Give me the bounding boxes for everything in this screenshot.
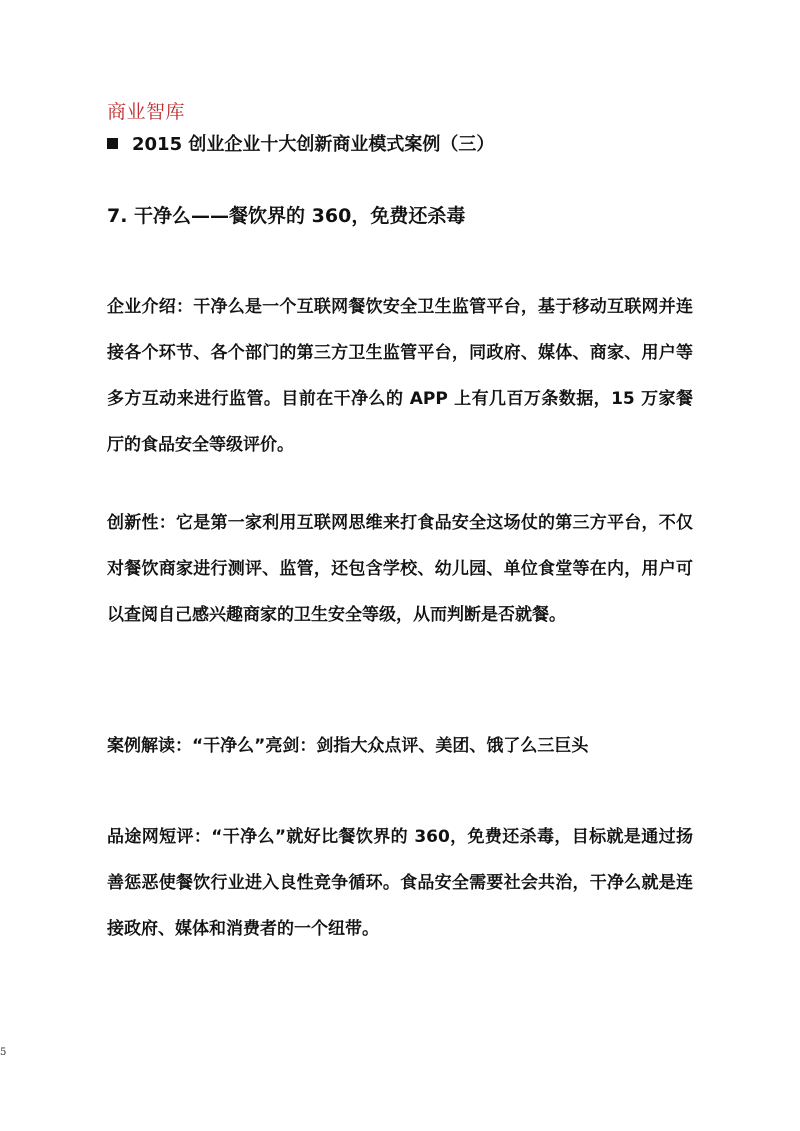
series-heading — [107, 130, 494, 156]
square-bullet-icon — [107, 138, 118, 149]
paragraph-company-intro: 企业介绍：干净么是一个互联网餐饮安全卫生监管平台，基于移动互联网并连接各个环节、各个部门的第三方卫生监管平台，同政府、媒体、商家、用户等多方互动来进行监管。目前在干净么的 APP 上有几百万条数据，15 万家餐厅的食品安全等级评价。 — [107, 297, 693, 455]
page-number: 5 — [0, 1047, 7, 1058]
case-title: 7. 干净么——餐饮界的 360，免费还杀毒 — [107, 205, 466, 227]
series-title: 2015 创业企业十大创新商业模式案例（三） — [132, 134, 495, 155]
paragraph-short-review: 品途网短评：“干净么”就好比餐饮界的 360，免费还杀毒，目标就是通过扬善惩恶使餐饮行业进入良性竞争循环。食品安全需要社会共治，干净么就是连接政府、媒体和消费者的一个纽带。 — [107, 827, 693, 939]
paragraph-case-analysis: 案例解读：“干净么”亮剑：剑指大众点评、美团、饿了么三巨头 — [107, 736, 589, 756]
paragraph-innovation: 创新性：它是第一家利用互联网思维来打食品安全这场仗的第三方平台，不仅对餐饮商家进行测评、监管，还包含学校、幼儿园、单位食堂等在内，用户可以查阅自己感兴趣商家的卫生安全等级，从而判断是否就餐。 — [107, 513, 693, 625]
brand-heading: 商业智库 — [107, 101, 186, 123]
